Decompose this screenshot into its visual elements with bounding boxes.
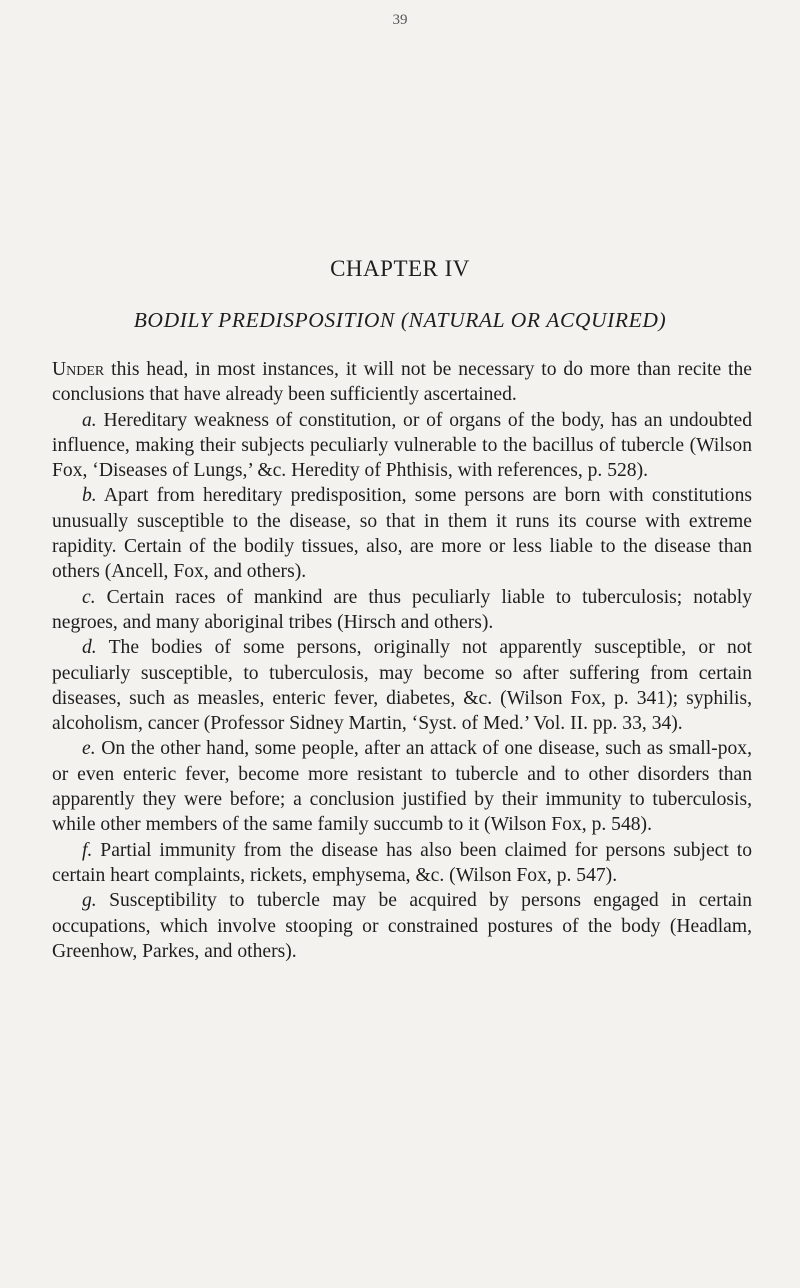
intro-text: this head, in most instances, it will not be necessary to do more than recite the conclusions that have already been sufficiently ascertained. [52,359,752,406]
paragraph-d [52,635,752,736]
intro-paragraph [52,357,752,408]
paragraph-marker: d. [82,637,97,659]
paragraph-b [52,483,752,584]
intro-first-word: Under [52,359,105,380]
paragraph-marker: b. [82,485,97,507]
paragraph-marker: f. [82,839,93,861]
paragraph-marker: e. [82,738,96,760]
chapter-title: CHAPTER IV [330,256,470,281]
paragraph-text: Apart from hereditary predisposition, some persons are born with constitutions unusually susceptible to the disease, so that in them it runs its course with extreme rapidity. Certain of the bodily tissues, also, are more or less liable to the disease than others (Ancell, Fox, and others). [52,485,752,583]
page-number: 39 [392,12,408,28]
paragraph-a [52,408,752,484]
paragraph-g [52,888,752,964]
paragraph-text: Susceptibility to tubercle may be acquired by persons engaged in certain occupations, which involve stooping or constrained postures of the body (Headlam, Greenhow, Parkes, and others). [52,890,752,962]
paragraph-c [52,585,752,636]
paragraph-text: Partial immunity from the disease has also been claimed for persons subject to certain heart complaints, rickets, emphysema, &c. (Wilson Fox, p. 547). [52,839,752,886]
chapter-subtitle: BODILY PREDISPOSITION (NATURAL OR ACQUIRED) [133,308,667,332]
paragraph-marker: a. [82,409,97,431]
paragraph-f [52,838,752,889]
paragraph-marker: c. [82,586,96,608]
chapter-body [52,357,752,964]
paragraph-marker: g. [82,890,97,912]
paragraph-e [52,736,752,837]
paragraph-text: Certain races of mankind are thus peculiarly liable to tuberculosis; notably negroes, and many aboriginal tribes (Hirsch and others). [52,586,752,633]
paragraph-text: On the other hand, some people, after an attack of one disease, such as small-pox, or even enteric fever, become more resistant to tubercle and to other disorders than apparently they were before; a conclusion justified by their immunity to tuberculosis, while other members of the same family succumb to it (Wilson Fox, p. 548). [52,738,752,836]
paragraph-text: The bodies of some persons, originally not apparently susceptible, or not peculiarly susceptible, to tuberculosis, may become so after suffering from certain diseases, such as measles, enteric fever, diabetes, &c. (Wilson Fox, p. 341); syphilis, alcoholism, cancer (Professor Sidney Martin, ‘Syst. of Med.’ Vol. II. pp. 33, 34). [52,637,752,735]
paragraph-text: Hereditary weakness of constitution, or of organs of the body, has an undoubted influence, making their subjects peculiarly vulnerable to the bacillus of tubercle (Wilson Fox, ‘Diseases of Lungs,’ &c. Heredity of Phthisis, with references, p. 528). [52,409,752,482]
